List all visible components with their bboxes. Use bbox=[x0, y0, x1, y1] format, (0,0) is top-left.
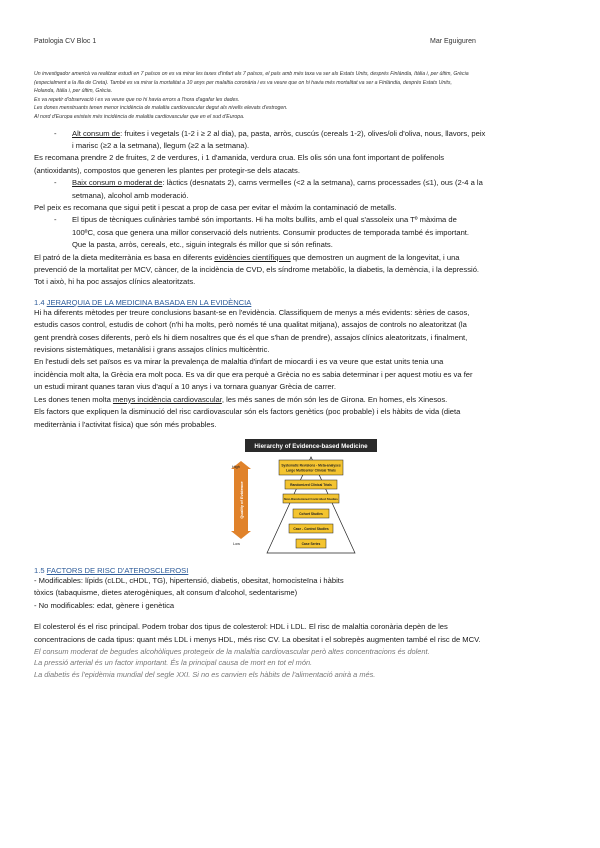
paragraph: Hi ha diferents mètodes per treure conclusions basant-se en l'evidència. Classifiquem de menys a més evidents: sèries de casos, bbox=[34, 307, 470, 317]
tier-label: Large Multicenter Clinical Trials bbox=[286, 468, 336, 473]
underlined-term: Baix consum o moderat de bbox=[72, 178, 163, 188]
tier-label: Case Series bbox=[301, 541, 321, 546]
paragraph: Els factors que expliquen la disminució del risc cardiovascular són els factors genètics (poc probable) i els hàbits de vida (dieta bbox=[34, 407, 461, 417]
bullet-continuation: setmana), alcohol amb moderació. bbox=[72, 190, 189, 200]
bullet-continuation: Que la pasta, arròs, cereals, etc., siguin integrals és millor que si són refinats. bbox=[72, 240, 333, 250]
tier-label: Case - Control Studies bbox=[293, 526, 329, 531]
bullet-continuation: 100ºC, cosa que genera una millor conservació dels nutrients. Consumir productes de temporada també és important. bbox=[72, 227, 470, 237]
header-course-title: Patologia CV Bloc 1 bbox=[34, 38, 97, 45]
paragraph: - No modificables: edat, gènere i genètica bbox=[34, 600, 175, 610]
paragraph: gent prendrà coses diferents, però els hi diem nosaltres que és el que s'han de prendre), assajos clínics aleatoritzats, i finalment, bbox=[34, 332, 468, 342]
paragraph: Es recomana prendre 2 de fruites, 2 de verdures, i 1 d'amanida, verdura crua. Els olis són una font important de polifenols bbox=[34, 153, 445, 163]
tier-label: Systematic Revisions - Meta-analyses bbox=[281, 463, 341, 468]
underlined-term: evidències científiques bbox=[214, 252, 291, 262]
paragraph: estudis casos control, estudis de cohort (n'hi ha molts, però només té una qualitat mitjana), assajos de controls no aleatoritzat (la bbox=[34, 320, 467, 330]
paragraph: (antioxidants), compostos que generen les plantes per protegir-se dels atacats. bbox=[34, 165, 300, 175]
paragraph: revisions sistemàtiques, metanàlisi i grans assajos clínics multicèntric. bbox=[34, 345, 270, 355]
note-line: Holanda, Itàlia i, per últim, Grècia. bbox=[34, 88, 113, 95]
paragraph: - Modificables: lípids (cLDL, cHDL, TG), hipertensió, diabetis, obesitat, homocisteïna i hàbits bbox=[34, 575, 344, 585]
grey-note: La diabetis és l'epidèmia mundial del segle XXI. Si no es canvien els hàbits de l'alimentació anirà a més. bbox=[34, 669, 376, 679]
tier-systematic bbox=[279, 460, 343, 475]
page-content bbox=[34, 70, 574, 680]
bullet-continuation: i marisc (≥2 a la setmana), llegum (≥2 a la setmana). bbox=[72, 140, 250, 150]
section-heading-1-5: 1.5 FACTORS DE RISC D'ATEROSCLEROSI bbox=[34, 565, 189, 575]
note-line: Un investigador americà va realitzar estudi en 7 països on es va mirar les taxes d'infart als 7 països, el país amb més taxa va ser als Estats Units, després Finlàndia, Itàlia i, per últim, Grècia bbox=[34, 71, 469, 77]
section-heading-1-4: 1.4 JERARQUIA DE LA MEDICINA BASADA EN LA EVIDÈNCIA bbox=[34, 297, 252, 307]
note-line: Al nord d'Europa existeix més incidència de malaltia cardiovascular que en el sud d'Europa. bbox=[34, 113, 245, 120]
paragraph: concentracions de cada tipus: quant més LDL i menys HDL, més risc CV. La obesitat i el sobrepès augmenten també el risc de MCV. bbox=[34, 634, 481, 644]
note-line: Les dones menstruants tenen menor incidència de malaltia cardiovascular degut als nivells elevats d'estrogen. bbox=[34, 105, 288, 112]
arrow-label: Quality of Evidence bbox=[239, 481, 244, 519]
underlined-term: menys incidència cardiovascular bbox=[112, 394, 222, 404]
paragraph: El patró de la dieta mediterrània es basa en diferents evidències científiques que demostren un augment de la longevitat, i una bbox=[34, 252, 460, 262]
paragraph: Pel peix es recomana que sigui petit i pescat a prop de casa per evitar el màxim la contaminació de metalls. bbox=[34, 203, 397, 212]
header-author: Mar Eguiguren bbox=[430, 38, 476, 45]
bullet-high-consumption: - Alt consum de: fruites i vegetals (1-2 i ≥ 2 al dia), pa, pasta, arròs, cuscús (cereals 1-2), olives/oli d'oliva, nous, llavors, peix bbox=[54, 128, 486, 138]
paragraph: Tot i això, hi ha poc assajos clínics aleatoritzats. bbox=[34, 277, 196, 287]
evidence-hierarchy-figure bbox=[227, 439, 377, 557]
note-line: (especialment a la illa de Creta). També es va mirar la mortalitat a 10 anys per malaltia coronària i es va veure que on hi havia més mortalitat va ser a Finlàndia, després Estats Units, bbox=[34, 79, 452, 86]
grey-note: La pressió arterial és un factor important. És la principal causa de mort en tot el món. bbox=[34, 658, 313, 668]
paragraph: prevenció de la mortalitat per MCV, càncer, de la incidència de CVD, els síndrome metabòlic, la diabetis, la demència, i la depressió. bbox=[34, 265, 480, 275]
underlined-term: Alt consum de bbox=[72, 128, 121, 138]
paragraph: Les dones tenen molta menys incidència cardiovascular, les més sanes de món són les de Girona. En homes, els Xinesos. bbox=[34, 394, 448, 404]
tier-label: Randomized Clinical Trials bbox=[290, 482, 332, 487]
arrow-high-label: High bbox=[232, 464, 240, 469]
paragraph: mediterrània i l'activitat física) que són més probables. bbox=[34, 419, 217, 429]
paragraph: incidència molt alta, la Grècia era molt poca. Es va dir que era perquè a Grècia no es sabia determinar i per aquest motiu es va fer bbox=[34, 369, 473, 379]
tier-label: Non-Randomized Controlled Studies bbox=[284, 496, 338, 501]
paragraph: un estudi mirant quanes taran vius d'aquí a 10 anys i va tornara guanyar Grècia de carrer. bbox=[34, 382, 336, 392]
grey-note: El consum moderat de begudes alcohòliques protegeix de la malaltia cardiovascular però altes concentracions és dolent. bbox=[34, 646, 430, 656]
figure-title: Hierarchy of Evidence-based Medicine bbox=[254, 442, 368, 450]
bullet-culinary: - El tipus de tècniques culinàries també són importants. Hi ha molts bullits, amb el qual s'assoleix una Tº màxima de bbox=[54, 215, 457, 225]
notes-block bbox=[34, 70, 574, 122]
arrow-low-label: Low bbox=[233, 541, 240, 546]
paragraph: El colesterol és el risc principal. Podem trobar dos tipus de colesterol: HDL i LDL. El risc de malaltia coronària depèn de les bbox=[34, 622, 448, 632]
tier-label: Cohort Studies bbox=[299, 511, 323, 516]
paragraph: tòxics (tabaquisme, dietes aterogèniques, alt consum d'alcohol, sedentarisme) bbox=[34, 588, 298, 598]
note-line: Es va repetir d'observació i es va veure que no hi havia errors a l'hora d'agafar les dades. bbox=[34, 96, 240, 103]
bullet-low-consumption: - Baix consum o moderat de: làctics (desnatats 2), carns vermelles (<2 a la setmana), carns processades (≤1), ous (2-4 a la bbox=[54, 178, 483, 188]
evidence-pyramid-diagram bbox=[227, 439, 377, 557]
paragraph: En l'estudi dels set països es va mirar la prevalença de malaltia d'infart de miocardi i es va veure que estat units tenia una bbox=[34, 357, 444, 367]
